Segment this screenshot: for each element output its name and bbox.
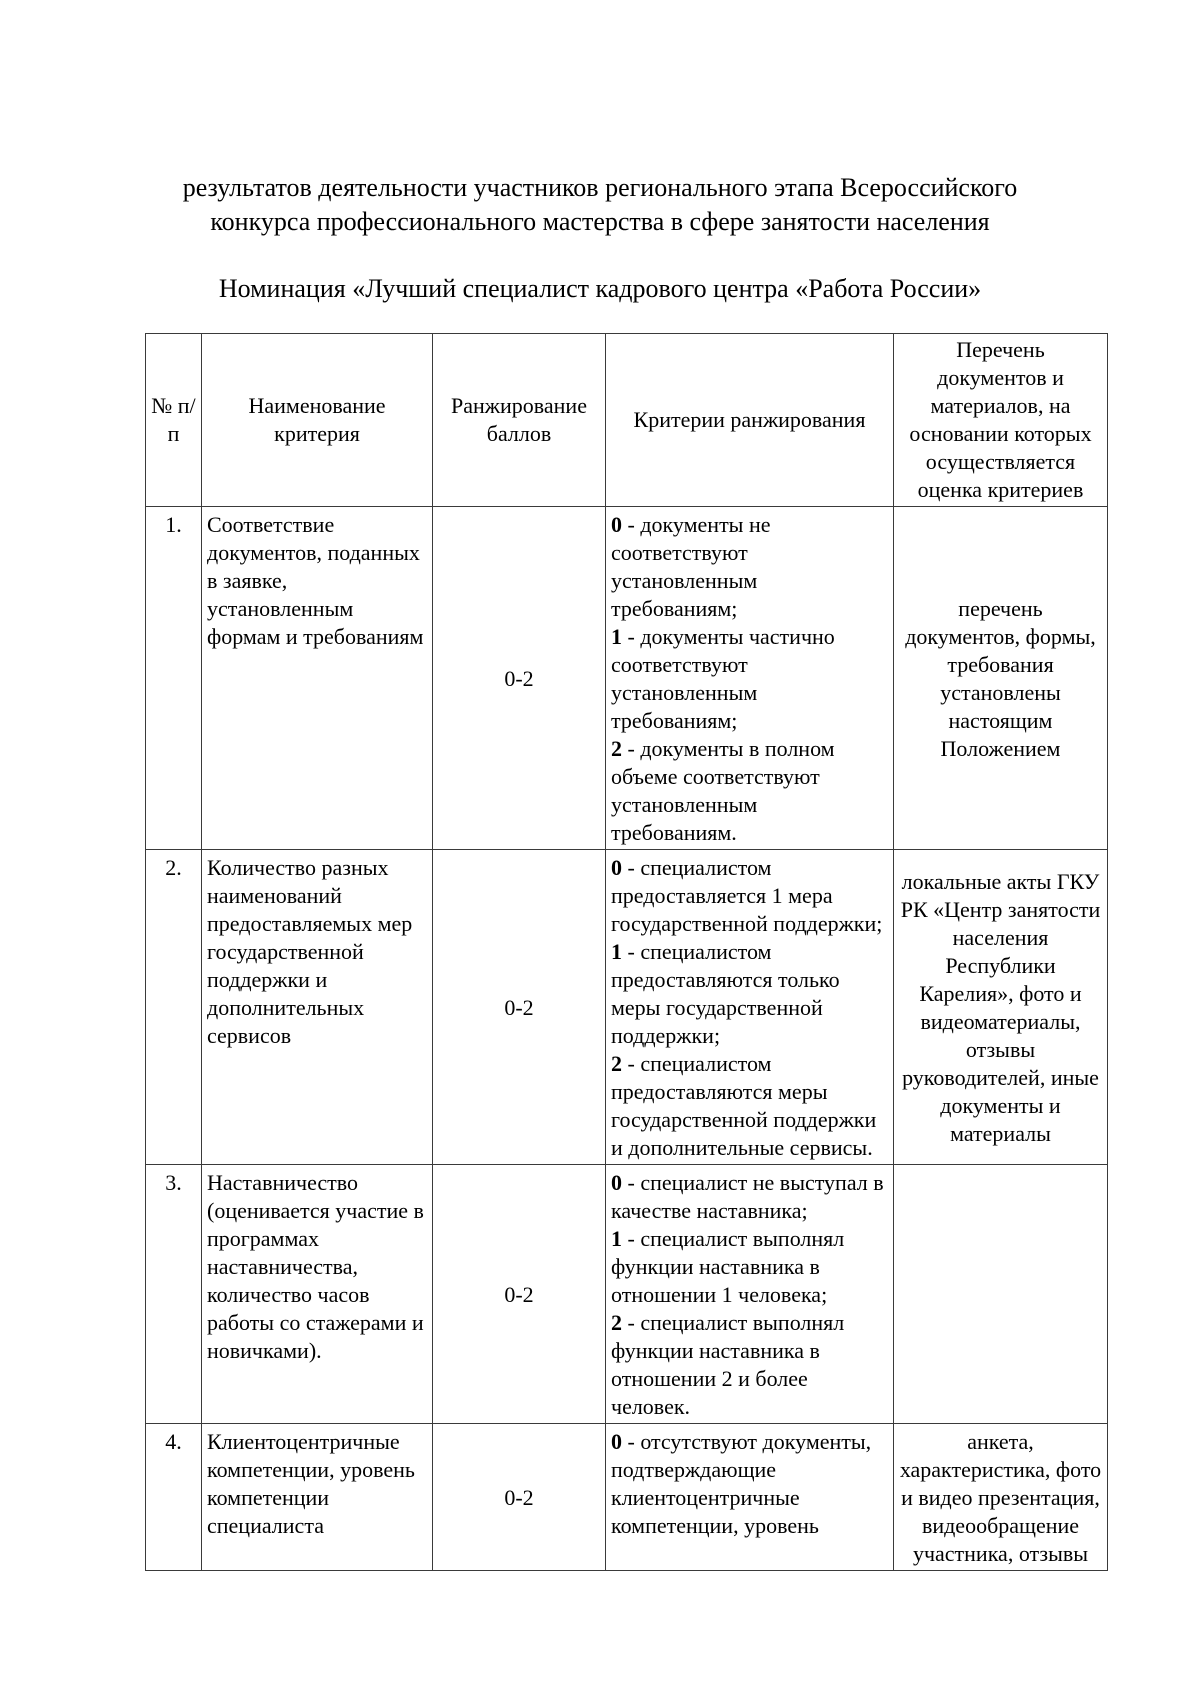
level-text: - документы в полном объеме соответствуют установленным требованиям. [611,736,835,845]
level-text: - документы частично соответствуют установленным требованиям; [611,624,835,733]
criteria-table [145,333,1108,1571]
level-text: - специалист выполнял функции наставника в отношении 2 и более человек. [611,1310,845,1419]
row-points: 0-2 [433,507,606,850]
nomination-heading: Номинация «Лучший специалист кадрового центра «Работа России» [218,274,982,303]
table-row [146,1165,1108,1424]
row-name: Количество разных наименований предоставляемых мер государственной поддержки и дополнительных сервисов [202,850,433,1165]
level-score: 0 [611,855,622,880]
level-score: 1 [611,1226,622,1251]
level-text: - специалистом предоставляются меры государственной поддержки и дополнительные сервисы. [611,1051,877,1160]
criteria-level [611,1428,888,1540]
row-points: 0-2 [433,850,606,1165]
header-name: Наименование критерия [202,334,433,507]
level-score: 1 [611,624,622,649]
level-score: 0 [611,512,622,537]
level-text: - отсутствуют документы, подтверждающие клиентоцентричные компетенции, уровень [611,1429,872,1538]
criteria-level [611,623,888,735]
table-row [146,1424,1108,1571]
row-criteria [606,850,894,1165]
row-criteria [606,507,894,850]
level-text: - специалистом предоставляется 1 мера государственной поддержки; [611,855,883,936]
row-points: 0-2 [433,1165,606,1424]
row-points: 0-2 [433,1424,606,1571]
row-criteria [606,1424,894,1571]
level-score: 2 [611,736,622,761]
criteria-level [611,1309,888,1421]
row-name: Соответствие документов, поданных в заявке, установленным формам и требованиям [202,507,433,850]
title-line-1: результатов деятельности участников регионального этапа Всероссийского [182,173,1018,202]
row-criteria [606,1165,894,1424]
level-score: 2 [611,1310,622,1335]
level-text: - документы не соответствуют установленным требованиям; [611,512,771,621]
level-text: - специалистом предоставляются только меры государственной поддержки; [611,939,840,1048]
row-name: Наставничество (оценивается участие в программах наставничества, количество часов работы со стажерами и новичками). [202,1165,433,1424]
level-score: 0 [611,1429,622,1454]
table-header-row [146,334,1108,507]
header-docs: Перечень документов и материалов, на основании которых осуществляется оценка критериев [894,334,1108,507]
title-line-2: конкурса профессионального мастерства в сфере занятости населения [210,207,990,236]
criteria-level [611,1169,888,1225]
criteria-level [611,1050,888,1162]
table-row [146,850,1108,1165]
row-num: 1. [146,507,202,850]
header-num: № п/п [146,334,202,507]
criteria-level [611,938,888,1050]
row-docs: локальные акты ГКУ РК «Центр занятости населения Республики Карелия», фото и видеоматериалы, отзывы руководителей, иные документы и материалы [894,850,1108,1165]
document-title [0,171,1200,239]
level-text: - специалист не выступал в качестве наставника; [611,1170,884,1223]
header-criteria: Критерии ранжирования [606,334,894,507]
criteria-level [611,1225,888,1309]
level-text: - специалист выполнял функции наставника в отношении 1 человека; [611,1226,845,1307]
criteria-level [611,854,888,938]
level-score: 1 [611,939,622,964]
row-num: 3. [146,1165,202,1424]
row-docs [894,1165,1108,1424]
level-score: 0 [611,1170,622,1195]
row-docs: анкета, характеристика, фото и видео презентация, видеообращение участника, отзывы [894,1424,1108,1571]
table-row [146,507,1108,850]
row-num: 2. [146,850,202,1165]
row-docs: перечень документов, формы, требования установлены настоящим Положением [894,507,1108,850]
level-score: 2 [611,1051,622,1076]
criteria-level [611,511,888,623]
header-points: Ранжирование баллов [433,334,606,507]
row-name: Клиентоцентричные компетенции, уровень компетенции специалиста [202,1424,433,1571]
row-num: 4. [146,1424,202,1571]
criteria-level [611,735,888,847]
